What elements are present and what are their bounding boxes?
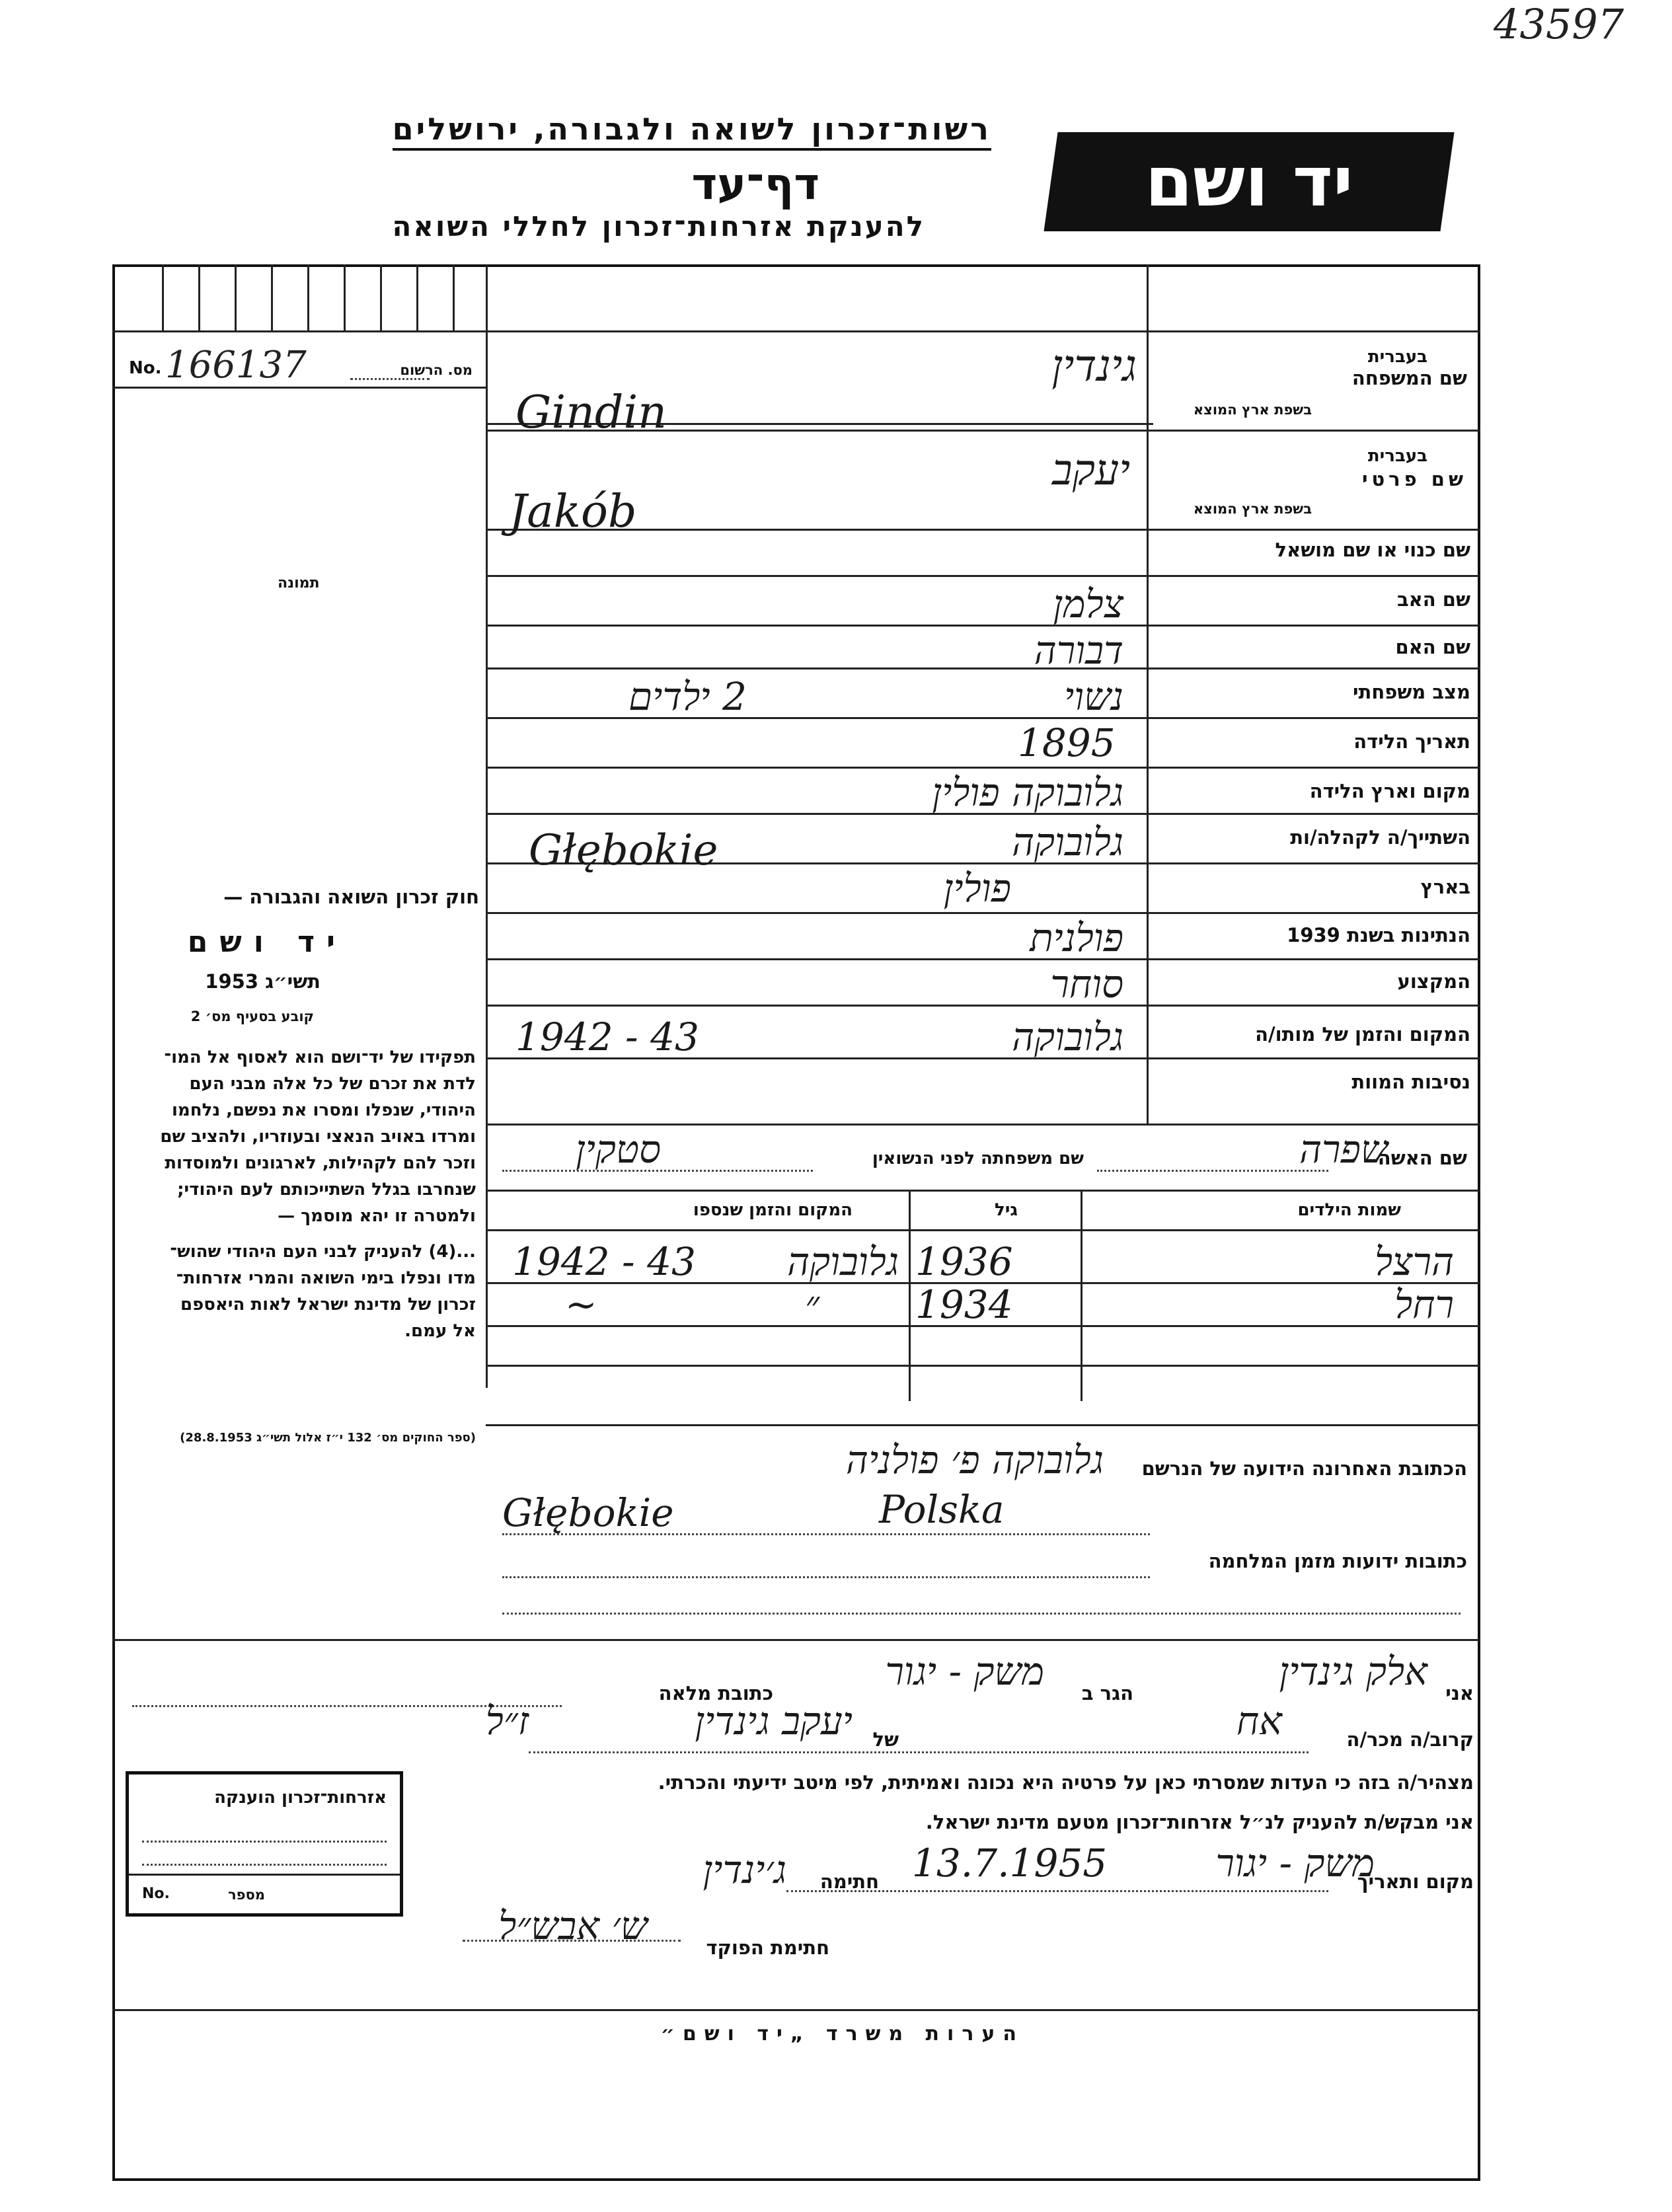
relative-label: קרוב/ה מכר/ה	[1346, 1728, 1474, 1751]
birth-date-label: תאריך הלידה	[1353, 730, 1470, 753]
declarant-resides-label: הגר ב	[1081, 1682, 1133, 1704]
date-value: 13.7.1955	[912, 1841, 1108, 1886]
wife-label: שם האשה	[1377, 1147, 1467, 1169]
first-name-label: שם פרטי	[1361, 468, 1467, 490]
law-clause: קובע בסעיף מס׳ 2	[190, 1009, 314, 1024]
death-years-value: 1942 - 43	[515, 1014, 699, 1059]
signature-label: חתימה	[819, 1870, 879, 1893]
law-title: חוק זכרון השואה והגבורה —	[223, 886, 479, 908]
birth-date-value: 1895	[1018, 720, 1116, 765]
law-line: זכרון של מדינת ישראל לאות היאספם	[180, 1295, 476, 1315]
profession-value: סוחר	[1050, 962, 1123, 1007]
maiden-name-value: סטקין	[575, 1127, 661, 1172]
family-name-label: שם המשפחה	[1351, 367, 1467, 389]
of-label: של	[872, 1728, 899, 1751]
last-address-city: Głębokie	[502, 1490, 674, 1535]
last-address-country: Polska	[879, 1487, 1005, 1532]
citizenship-box-number-label: מספר	[228, 1887, 265, 1903]
community-hebrew-value: גלובוקה	[1012, 820, 1123, 864]
archive-number: 43597	[1494, 0, 1624, 48]
first-name-origin: Jakób	[509, 486, 637, 538]
law-line: מדו ונפלו בימי השואה והמרי אזרחות־	[176, 1268, 476, 1288]
family-name-hebrew: גינדין	[1051, 340, 1137, 391]
child-place: גלובוקה	[787, 1239, 899, 1284]
last-address-hebrew: גלובוקה פ׳ פולניה	[846, 1437, 1104, 1482]
profession-label: המקצוע	[1397, 970, 1470, 993]
death-place-value: גלובוקה	[1012, 1014, 1123, 1059]
country-value: פולין	[943, 866, 1011, 911]
children-header-age: גיל	[994, 1200, 1018, 1220]
registration-number: 166137	[165, 344, 307, 387]
declaration-text: מצהיר/ה בזה כי העדות שמסרתי כאן על פרטיה היא נכונה ואמיתית, לפי מיטב ידיעתי והכרתי.	[658, 1771, 1474, 1794]
community-label: השתייך/ה לקהלה/ות	[1290, 826, 1470, 849]
form-subtitle: להענקת אזרחות־זכרון לחללי השואה	[392, 210, 925, 243]
last-address-label: הכתובת האחרונה הידועה של הנרשם	[1141, 1457, 1467, 1480]
hebrew-label-2: בעברית	[1367, 446, 1427, 466]
child-year: 1934	[915, 1282, 1013, 1327]
declarant-name: אלק גינדין	[1279, 1649, 1427, 1694]
law-line: שנחרבו בגלל השתייכותם לעם היהודי;	[177, 1180, 476, 1200]
maiden-name-label: שם משפחתה לפני הנשואין	[872, 1149, 1084, 1168]
full-address-label: כתובת מלאה	[658, 1682, 773, 1704]
marital-label: מצב משפחתי	[1352, 681, 1470, 703]
of-name: יעקב גינדין	[695, 1698, 853, 1743]
mother-label: שם האם	[1395, 636, 1470, 658]
country-label: בארץ	[1420, 876, 1470, 898]
law-line: ומרדו באויב הנאצי ובעוזריו, ולהציב שם	[160, 1127, 476, 1147]
registration-no-prefix: No.	[129, 358, 162, 378]
war-address-label: כתובות ידועות מזמן המלחמה	[1208, 1550, 1467, 1572]
child-place: ״	[804, 1282, 819, 1327]
officer-signature: ש׳ אבש״ל	[498, 1903, 648, 1948]
law-line: לדת את זכרם של כל אלה מבני העם	[189, 1074, 476, 1094]
citizenship-label: הנתינות בשנת 1939	[1287, 924, 1470, 946]
origin-lang-label-2: בשפת ארץ המוצא	[1193, 501, 1312, 517]
law-year: תשי״ג 1953	[205, 970, 321, 993]
logo-text: יד ושם	[1145, 141, 1353, 222]
law-line: ...(4) להעניק לבני העם היהודי שהוש־	[170, 1242, 476, 1262]
hebrew-label-1: בעברית	[1367, 347, 1427, 367]
citizenship-box-no: No.	[142, 1886, 170, 1902]
child-date: 1942 - 43	[512, 1239, 696, 1284]
law-line: ולמטרה זו יהא מוסמך —	[278, 1206, 476, 1226]
yad-vashem-logo	[1044, 132, 1454, 231]
marital-value: נשוי	[1064, 674, 1123, 719]
authority-line: רשות־זכרון לשואה ולגבורה, ירושלים	[393, 111, 991, 151]
request-text: אני מבקש/ת להעניק לנ״ל אזרחות־זכרון מטעם מדינת ישראל.	[925, 1811, 1474, 1833]
citizenship-granted-box	[126, 1771, 403, 1917]
law-line: תפקידו של יד־ושם הוא לאסוף אל המו־	[164, 1048, 476, 1067]
children-header-place: המקום והזמן שנספו	[693, 1200, 853, 1220]
mother-value: דבורה	[1034, 628, 1123, 673]
child-year: 1936	[915, 1239, 1013, 1284]
law-text	[106, 1044, 476, 1344]
family-name-origin: Gindin	[515, 387, 667, 439]
first-name-hebrew: יעקב	[1051, 446, 1130, 495]
wife-value: שפרה	[1299, 1127, 1388, 1172]
declarant-residence: משק - יגור	[885, 1649, 1044, 1694]
child-date: ~	[565, 1282, 597, 1327]
law-line: היהודי, שנפלו ומסרו את נפשם, נלחמו	[171, 1100, 476, 1120]
father-label: שם האב	[1396, 588, 1470, 611]
law-footnote: (ספר החוקים מס׳ 132 י״ז אלול תשי״ג 28.8.1953)	[180, 1431, 476, 1445]
declarant-signature: ג׳ינדין	[703, 1847, 786, 1892]
death-place-time-label: המקום והזמן של מותו/ה	[1255, 1023, 1470, 1046]
community-origin-value: Głębokie	[529, 826, 718, 875]
death-circumstances-label: נסיבות המוות	[1351, 1071, 1470, 1093]
place-value: משק - יגור	[1215, 1841, 1375, 1886]
office-notes: הערות משרד „יד ושם״	[660, 2022, 1024, 2045]
child-name: רחל	[1394, 1282, 1454, 1327]
law-name: יד ושם	[187, 925, 347, 959]
father-value: צלמן	[1053, 582, 1123, 627]
children-table	[486, 1190, 1480, 1401]
officer-signature-label: חתימת הפוקד	[706, 1936, 829, 1959]
declarant-ani-label: אני	[1445, 1682, 1474, 1704]
citizenship-box-title: אזרחות־זכרון הוענקה	[214, 1788, 387, 1808]
children-header-names: שמות הילדים	[1297, 1200, 1401, 1220]
origin-lang-label-1: בשפת ארץ המוצא	[1193, 402, 1312, 418]
citizenship-value: פולנית	[1030, 915, 1123, 960]
law-line: וזכר להם לקהילות, לארגונים ולמוסדות	[165, 1153, 476, 1173]
form-title: דף־עד	[691, 159, 819, 210]
birth-place-value: גלובוקה פולין	[932, 770, 1123, 815]
birth-place-label: מקום וארץ הלידה	[1309, 780, 1470, 802]
law-line: אל עמם.	[404, 1321, 476, 1341]
of-suffix: ז״ל	[485, 1698, 529, 1743]
registration-field	[126, 344, 476, 390]
registration-label: מס. הרשום	[400, 362, 473, 378]
child-name: הרצל	[1375, 1239, 1454, 1284]
children-count-value: 2 ילדים	[628, 674, 747, 719]
declarant-relation: אח	[1236, 1698, 1282, 1743]
photo-label: תמונה	[278, 575, 320, 591]
nickname-label: שם כנוי או שם מושאל	[1275, 539, 1470, 561]
place-date-label: מקום ותאריך	[1357, 1870, 1474, 1893]
